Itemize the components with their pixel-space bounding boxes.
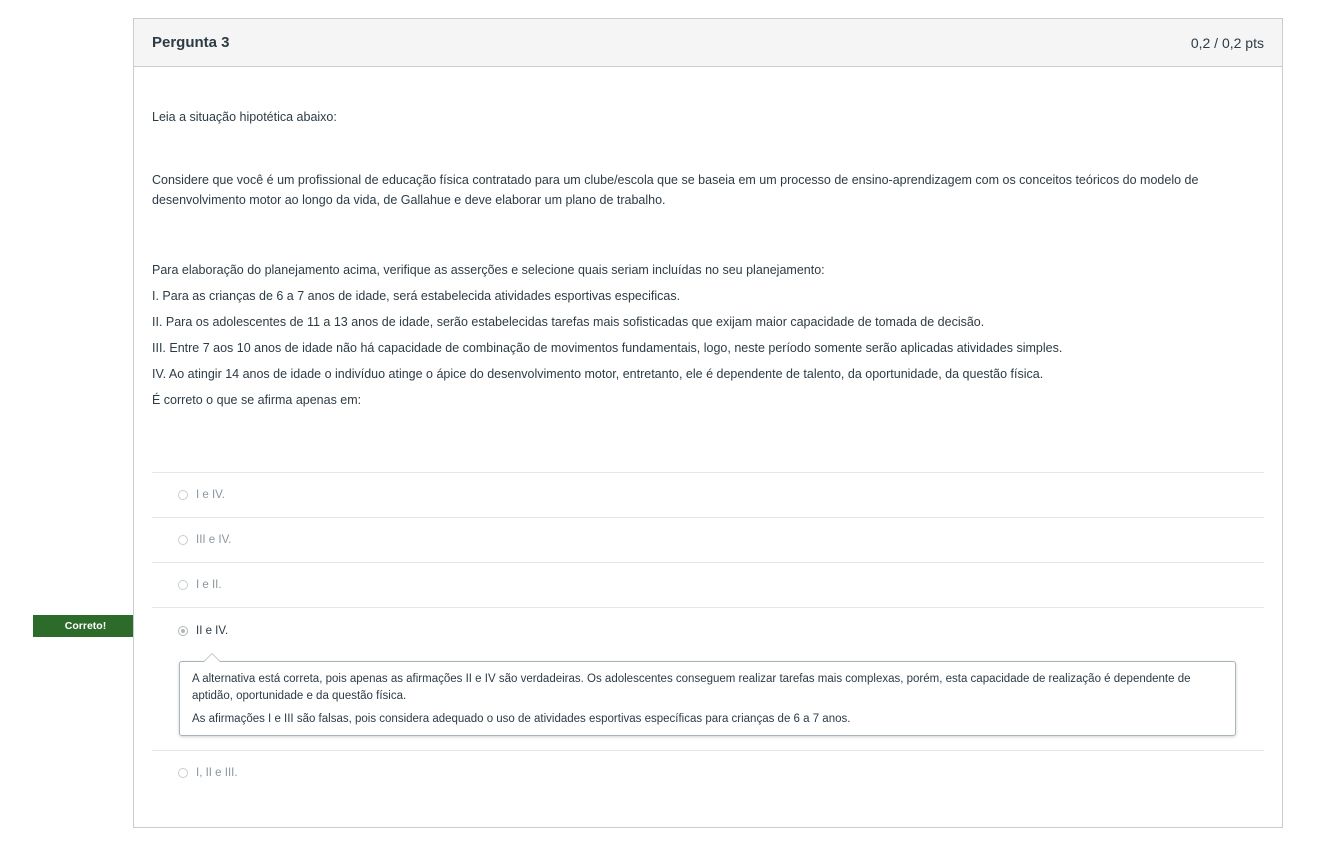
- answer-option[interactable]: [152, 562, 1264, 607]
- answer-option[interactable]: [152, 750, 1264, 795]
- answer-option[interactable]: [152, 472, 1264, 517]
- answer-option[interactable]: [152, 608, 1264, 653]
- question-title: Pergunta 3: [152, 34, 230, 51]
- radio-button-selected[interactable]: [178, 626, 188, 636]
- feedback-text: A alternativa está correta, pois apenas as afirmações II e IV são verdadeiras. Os adolescentes conseguem realizar tarefas mais complexas, porém, esta capacidade de realização é dependente de aptidão, oportunidade e da questão física.: [192, 673, 1191, 702]
- radio-button[interactable]: [178, 768, 188, 778]
- question-instruction: Para elaboração do planejamento acima, verifique as asserções e selecione quais seriam incluídas no seu planejamento:: [152, 263, 825, 277]
- statement-3: III. Entre 7 aos 10 anos de idade não há capacidade de combinação de movimentos fundamentais, logo, neste período somente serão aplicadas atividades simples.: [152, 341, 1063, 355]
- answer-option-correct: [152, 607, 1264, 736]
- radio-button[interactable]: [178, 535, 188, 545]
- feedback-text: As afirmações I e III são falsas, pois considera adequado o uso de atividades esportivas específicas para crianças de 6 a 7 anos.: [192, 713, 851, 725]
- question-points: 0,2 / 0,2 pts: [1190, 34, 1264, 51]
- correct-answer-flag: Correto!: [33, 615, 138, 637]
- question-header: [134, 19, 1282, 67]
- answer-label: II e IV.: [196, 624, 229, 637]
- statement-1: I. Para as crianças de 6 a 7 anos de idade, será estabelecida atividades esportivas especificas.: [152, 289, 681, 303]
- question-intro: Leia a situação hipotética abaixo:: [152, 110, 337, 124]
- answer-label: I e II.: [196, 579, 222, 591]
- radio-button[interactable]: [178, 580, 188, 590]
- answer-feedback: [179, 661, 1236, 736]
- question-card: [133, 18, 1283, 828]
- answer-label: III e IV.: [196, 534, 232, 546]
- radio-button[interactable]: [178, 490, 188, 500]
- answer-label: I, II e III.: [196, 767, 238, 779]
- statement-4: IV. Ao atingir 14 anos de idade o indivíduo atinge o ápice do desenvolvimento motor, entretanto, ele é dependente de talento, da oportunidade, da questão física.: [152, 367, 1044, 381]
- question-prompt: É correto o que se afirma apenas em:: [152, 393, 362, 407]
- answer-list: [152, 472, 1264, 795]
- statement-2: II. Para os adolescentes de 11 a 13 anos de idade, serão estabelecidas tarefas mais sofisticadas que exijam maior capacidade de tomada de decisão.: [152, 315, 985, 329]
- answer-label: I e IV.: [196, 489, 225, 501]
- question-scenario: Considere que você é um profissional de educação física contratado para um clube/escola que se baseia em um processo de ensino-aprendizagem com os conceitos teóricos do modelo de desenvolvimento motor ao longo da vida, de Gallahue e deve elaborar um plano de trabalho.: [152, 173, 1199, 207]
- answer-option[interactable]: [152, 517, 1264, 562]
